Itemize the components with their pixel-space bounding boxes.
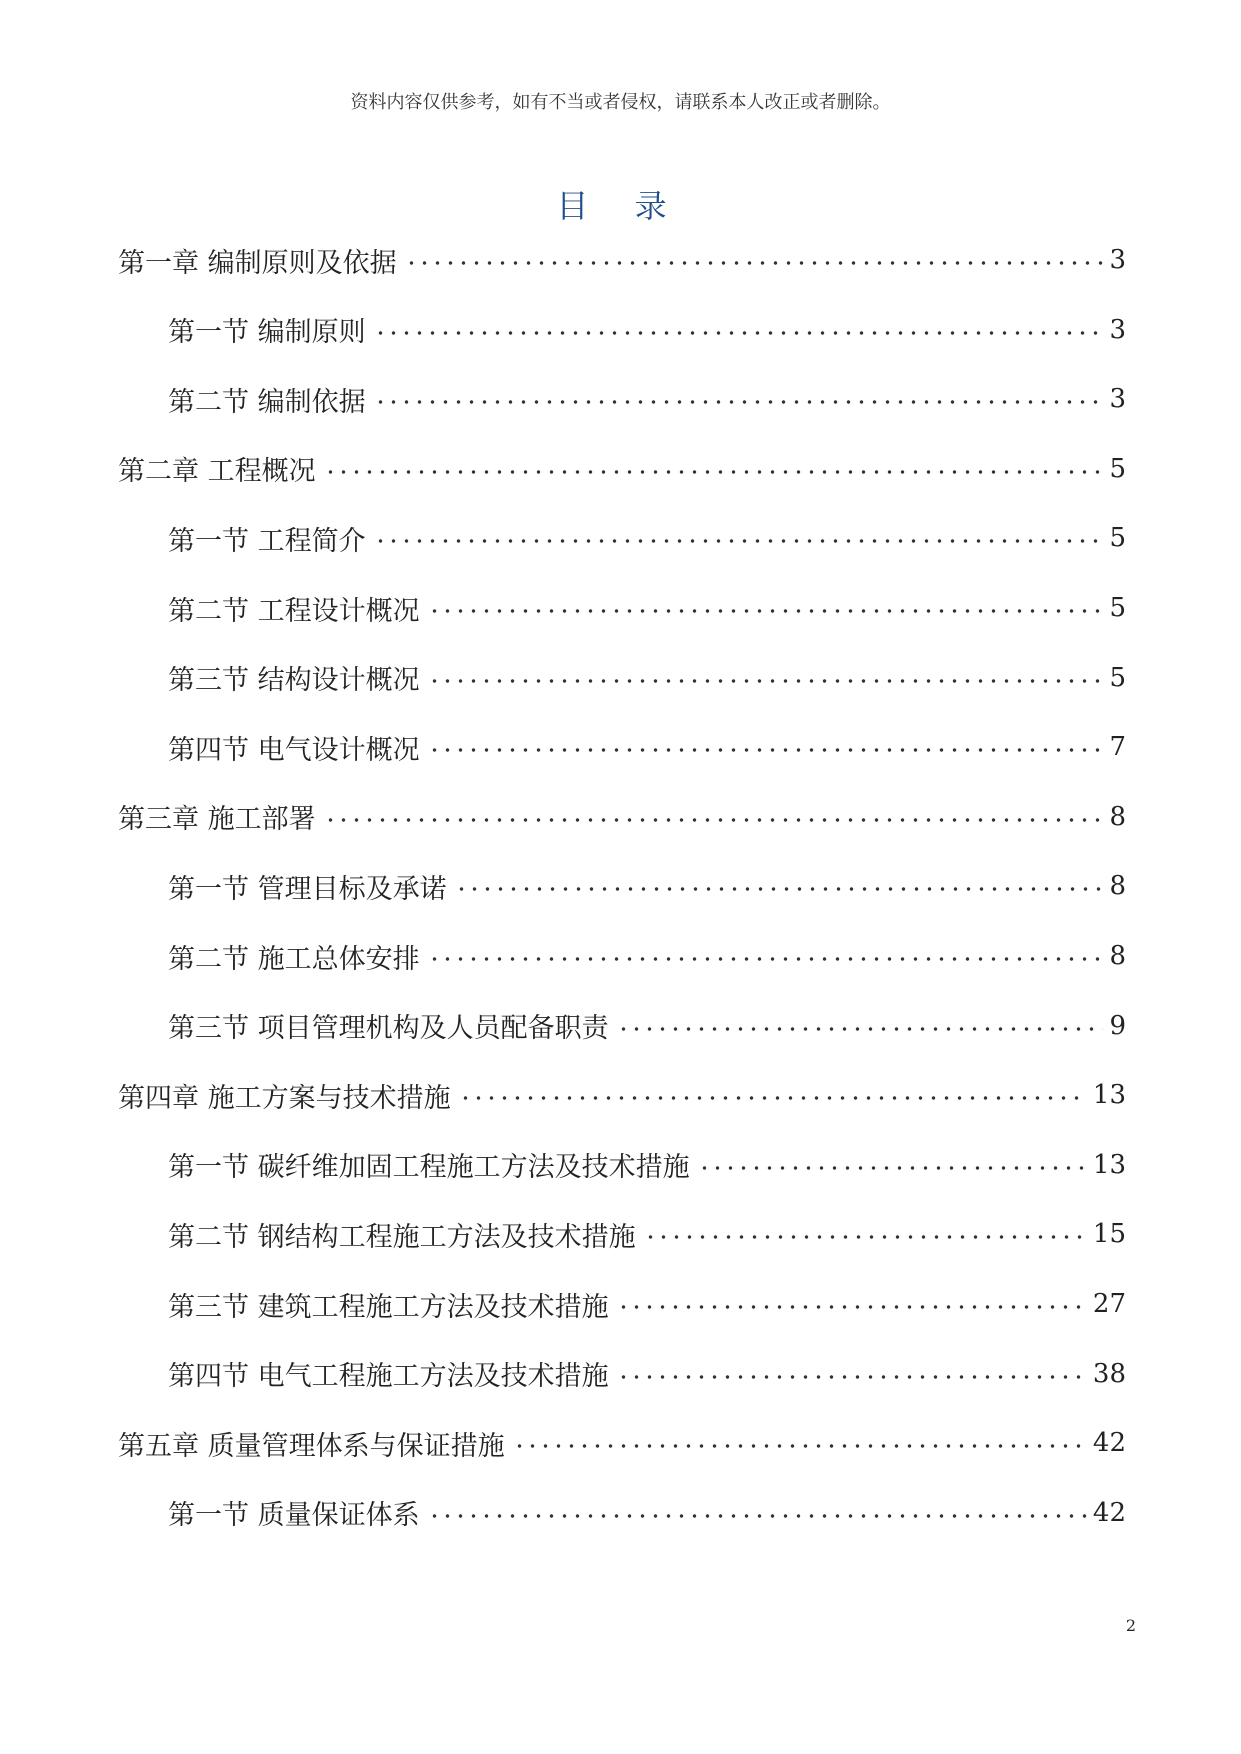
- toc-entry-label: 第三节 结构设计概况: [168, 665, 420, 697]
- toc-entry-label: 第四节 电气设计概况: [168, 734, 420, 766]
- toc-section-entry[interactable]: [118, 658, 1126, 698]
- toc-entry-label: 第四章 施工方案与技术措施: [118, 1082, 451, 1114]
- toc-entry-label: 第二节 钢结构工程施工方法及技术措施: [168, 1221, 636, 1253]
- dot-leader: [698, 1165, 1087, 1171]
- dot-leader: [617, 1026, 1104, 1032]
- toc-chapter-entry[interactable]: [118, 1075, 1126, 1115]
- toc-entry-page: 8: [1109, 801, 1126, 832]
- toc-chapter-entry[interactable]: [118, 240, 1126, 280]
- dot-leader: [428, 747, 1104, 753]
- toc-entry-label: 第一节 质量保证体系: [168, 1500, 420, 1532]
- toc-entry-label: 第三节 项目管理机构及人员配备职责: [168, 1013, 609, 1045]
- toc-entry-label: 第二节 施工总体安排: [168, 943, 420, 975]
- dot-leader: [428, 608, 1104, 614]
- toc-entry-page: 15: [1092, 1219, 1126, 1250]
- toc-entry-page: 27: [1092, 1289, 1126, 1319]
- toc-entry-label: 第二节 工程设计概况: [168, 595, 420, 627]
- toc-entry-page: 42: [1092, 1497, 1126, 1528]
- toc-entry-label: 第五章 质量管理体系与保证措施: [118, 1430, 505, 1462]
- toc-entry-label: 第三章 施工部署: [118, 804, 316, 836]
- toc-entry-page: 8: [1109, 871, 1126, 902]
- toc-entry-page: 5: [1109, 593, 1126, 623]
- dot-leader: [374, 330, 1104, 336]
- toc-entry-label: 第一节 碳纤维加固工程施工方法及技术措施: [168, 1152, 690, 1184]
- toc-entry-label: 第一节 编制原则: [168, 317, 366, 349]
- toc-entry-page: 5: [1109, 523, 1126, 554]
- toc-section-entry[interactable]: [118, 518, 1126, 558]
- toc-section-entry[interactable]: [118, 588, 1126, 628]
- toc-chapter-entry[interactable]: [118, 797, 1126, 837]
- toc-entry-page: 3: [1109, 384, 1126, 415]
- dot-leader: [374, 538, 1104, 544]
- dot-leader: [428, 1513, 1087, 1519]
- toc-entry-page: 3: [1109, 245, 1126, 275]
- toc-section-entry[interactable]: [118, 866, 1126, 906]
- dot-leader: [405, 260, 1104, 266]
- toc-section-entry[interactable]: [118, 1214, 1126, 1254]
- toc-chapter-entry[interactable]: [118, 449, 1126, 489]
- toc-section-entry[interactable]: [118, 727, 1126, 767]
- dot-leader: [324, 469, 1104, 475]
- toc-entry-page: 5: [1109, 453, 1126, 484]
- toc-section-entry[interactable]: [118, 1284, 1126, 1324]
- toc-title: 目 录: [556, 187, 685, 226]
- dot-leader: [455, 886, 1104, 892]
- dot-leader: [513, 1443, 1087, 1449]
- dot-leader: [617, 1304, 1087, 1310]
- toc-entry-label: 第二章 工程概况: [118, 456, 316, 488]
- toc-entry-label: 第一节 工程简介: [168, 525, 366, 557]
- dot-leader: [459, 1095, 1087, 1101]
- toc-entry-page: 5: [1109, 662, 1126, 693]
- dot-leader: [428, 678, 1104, 684]
- toc-entry-page: 7: [1109, 732, 1126, 763]
- dot-leader: [428, 956, 1104, 962]
- dot-leader: [374, 399, 1104, 405]
- toc-entry-label: 第四节 电气工程施工方法及技术措施: [168, 1361, 609, 1393]
- toc-entry-label: 第二节 编制依据: [168, 386, 366, 418]
- toc-entry-page: 13: [1092, 1149, 1126, 1180]
- toc-section-entry[interactable]: [118, 1354, 1126, 1394]
- toc-entry-page: 42: [1092, 1428, 1126, 1459]
- toc-entry-page: 13: [1092, 1080, 1126, 1111]
- toc-section-entry[interactable]: [118, 1006, 1126, 1046]
- toc-section-entry[interactable]: [118, 379, 1126, 419]
- page-number: 2: [1125, 1616, 1137, 1635]
- toc-entry-label: 第一节 管理目标及承诺: [168, 873, 447, 905]
- toc-chapter-entry[interactable]: [118, 1423, 1126, 1463]
- toc-entry-label: 第一章 编制原则及依据: [118, 247, 397, 279]
- toc-section-entry[interactable]: [118, 936, 1126, 976]
- toc-entry-page: 38: [1092, 1358, 1126, 1389]
- toc-section-entry[interactable]: [118, 1493, 1126, 1533]
- toc-section-entry[interactable]: [118, 310, 1126, 350]
- disclaimer-header: 资料内容仅供参考，如有不当或者侵权，请联系本人改正或者删除。: [350, 92, 891, 113]
- dot-leader: [617, 1374, 1087, 1380]
- dot-leader: [324, 817, 1104, 823]
- toc-entry-label: 第三节 建筑工程施工方法及技术措施: [168, 1291, 609, 1323]
- toc-entry-page: 8: [1109, 941, 1126, 971]
- toc-section-entry[interactable]: [118, 1145, 1126, 1185]
- toc-entry-page: 3: [1109, 314, 1126, 345]
- dot-leader: [644, 1234, 1087, 1240]
- toc-entry-page: 9: [1109, 1010, 1126, 1041]
